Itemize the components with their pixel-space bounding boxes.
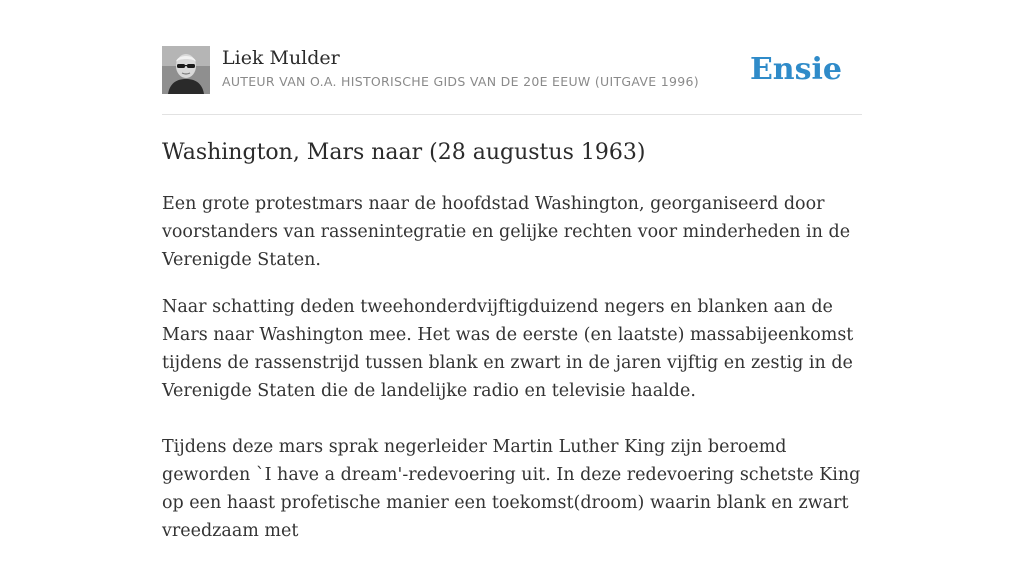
article-paragraph: Tijdens deze mars sprak negerleider Martin Luther King zijn beroemd geworden `I have a dream'-redevoering uit. In deze redevoering schetste King op een haast profetische manier een toekomst(droom) waarin blank en zwart vreedzaam met	[162, 437, 861, 541]
author-portrait-icon	[162, 46, 210, 94]
article-paragraph: Een grote protestmars naar de hoofdstad Washington, georganiseerd door voorstanders van rassenintegratie en gelijke rechten voor minderheden in de Verenigde Staten.	[162, 194, 851, 270]
article-paragraph: Naar schatting deden tweehonderdvijftigduizend negers en blanken aan de Mars naar Washington mee. Het was de eerste (en laatste) massabijeenkomst tijdens de rassenstrijd tussen blank en zwart in de jaren vijftig en zestig in de Verenigde Staten die de landelijke radio en televisie haalde.	[162, 297, 854, 401]
article-title: Washington, Mars naar (28 augustus 1963)	[162, 140, 646, 165]
article-body	[162, 190, 866, 564]
author-name[interactable]: Liek Mulder	[222, 47, 340, 69]
author-bio: AUTEUR VAN O.A. HISTORISCHE GIDS VAN DE 20E EEUW (UITGAVE 1996)	[222, 74, 699, 89]
author-header	[162, 46, 862, 115]
author-avatar[interactable]	[162, 46, 210, 94]
brand-logo[interactable]: Ensie	[749, 52, 842, 87]
